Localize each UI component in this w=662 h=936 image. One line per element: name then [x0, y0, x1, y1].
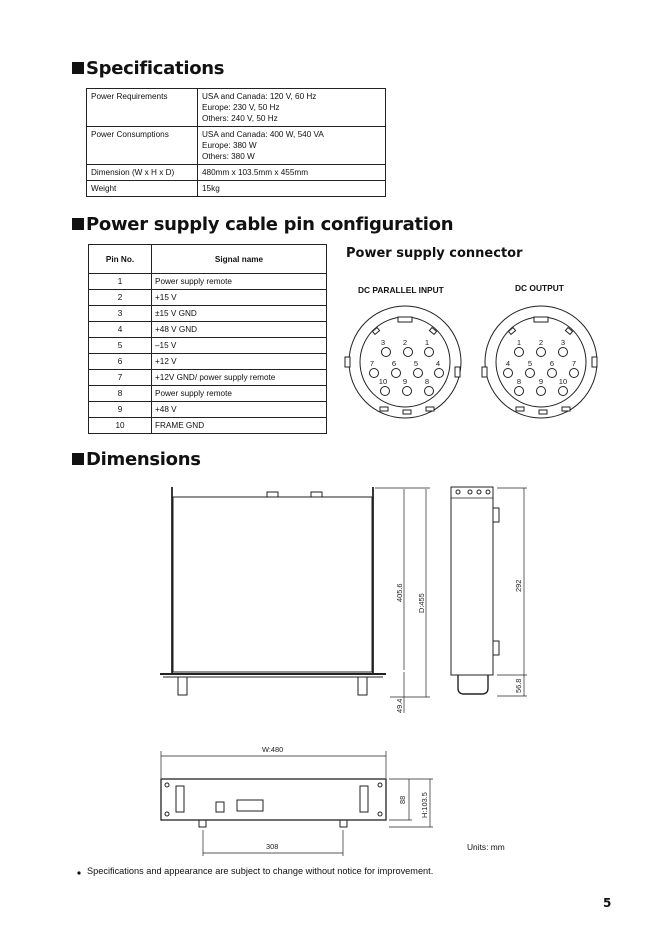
spec-label: Weight — [87, 181, 198, 197]
connector-outer-ring — [349, 306, 461, 418]
pin-number: 5 — [89, 338, 152, 354]
pin-label: 10 — [378, 377, 388, 386]
dc-output-label: DC OUTPUT — [515, 283, 564, 293]
pin-label: 10 — [558, 377, 568, 386]
pin-label: 8 — [424, 377, 430, 386]
pin-label: 4 — [435, 359, 441, 368]
spec-value-line: Others: 380 W — [202, 152, 255, 161]
dim-w480: W:480 — [262, 745, 284, 754]
signal-name: ±15 V GND — [152, 306, 327, 322]
units-label: Units: mm — [467, 842, 505, 852]
signal-name: +12V GND/ power supply remote — [152, 370, 327, 386]
pin-label: 1 — [424, 338, 430, 347]
improvement-note: Specifications and appearance are subject to change without notice for improvement. — [87, 866, 434, 876]
pin-number: 2 — [89, 290, 152, 306]
top-view-drawing — [160, 487, 430, 713]
pin-label: 9 — [402, 377, 408, 386]
front-view-dimension-labels — [262, 745, 429, 851]
top-view-dimension-labels — [395, 584, 426, 714]
signal-name: +48 V — [152, 402, 327, 418]
pin-label: 5 — [413, 359, 419, 368]
pin-number: 10 — [89, 418, 152, 434]
spec-label: Power Consumptions — [87, 127, 198, 165]
pin-label: 9 — [538, 377, 544, 386]
signal-name-header: Signal name — [152, 245, 327, 274]
dim-405-6: 405.6 — [395, 583, 404, 602]
dc-parallel-input-connector — [345, 306, 461, 418]
specifications-heading-text: Specifications — [86, 58, 225, 79]
pin-label: 5 — [527, 359, 533, 368]
signal-name: Power supply remote — [152, 386, 327, 402]
dim-49-4: 49.4 — [395, 698, 404, 713]
page-number: 5 — [603, 896, 612, 910]
signal-name: +15 V — [152, 290, 327, 306]
side-view-dimension-labels — [514, 580, 523, 693]
dc-output-pin-labels — [506, 338, 576, 386]
pin-label: 2 — [402, 338, 408, 347]
pin-number: 1 — [89, 274, 152, 290]
pin-number: 8 — [89, 386, 152, 402]
spec-value-line: USA and Canada: 400 W, 540 VA — [202, 130, 324, 139]
spec-value-line: Europe: 380 W — [202, 141, 257, 150]
pin-config-heading-text: Power supply cable pin configuration — [86, 214, 454, 235]
spec-value-line: USA and Canada: 120 V, 60 Hz — [202, 92, 317, 101]
pin-label: 1 — [516, 338, 522, 347]
pin-label: 7 — [571, 359, 577, 368]
pin-number: 7 — [89, 370, 152, 386]
pin-number: 3 — [89, 306, 152, 322]
dc-parallel-input-label: DC PARALLEL INPUT — [358, 285, 444, 295]
signal-name: +12 V — [152, 354, 327, 370]
pin-number: 4 — [89, 322, 152, 338]
pin-label: 4 — [505, 359, 511, 368]
pin-number: 6 — [89, 354, 152, 370]
pin-label: 6 — [549, 359, 555, 368]
bullet-icon — [77, 871, 80, 874]
power-supply-connector-title: Power supply connector — [346, 246, 523, 261]
dim-56-8: 56.8 — [514, 678, 523, 693]
pin-label: 3 — [560, 338, 566, 347]
spec-value-line: Europe: 230 V, 50 Hz — [202, 103, 280, 112]
connector-outer-ring — [485, 306, 597, 418]
signal-name: +48 V GND — [152, 322, 327, 338]
dim-292: 292 — [514, 579, 523, 592]
dimensions-heading-text: Dimensions — [86, 449, 201, 470]
signal-name: FRAME GND — [152, 418, 327, 434]
pin-label: 2 — [538, 338, 544, 347]
front-view-drawing — [161, 751, 433, 856]
dim-d455: D:455 — [417, 593, 426, 613]
dc-parallel-input-pin-labels — [370, 338, 440, 386]
spec-value-line: Others: 240 V, 50 Hz — [202, 114, 278, 123]
pin-label: 8 — [516, 377, 522, 386]
signal-name: –15 V — [152, 338, 327, 354]
pin-number: 9 — [89, 402, 152, 418]
spec-label: Power Requirements — [87, 89, 198, 127]
dim-h103-5: H:103.5 — [420, 792, 429, 818]
spec-label: Dimension (W x H x D) — [87, 165, 198, 181]
pin-label: 6 — [391, 359, 397, 368]
spec-value-line: 480mm x 103.5mm x 455mm — [202, 168, 309, 177]
pin-label: 7 — [369, 359, 375, 368]
dim-308: 308 — [266, 842, 279, 851]
spec-value-line: 15kg — [202, 184, 220, 193]
pin-label: 3 — [380, 338, 386, 347]
dc-output-connector — [482, 306, 597, 418]
signal-name: Power supply remote — [152, 274, 327, 290]
dim-88: 88 — [398, 795, 407, 804]
pin-no-header: Pin No. — [89, 245, 152, 274]
